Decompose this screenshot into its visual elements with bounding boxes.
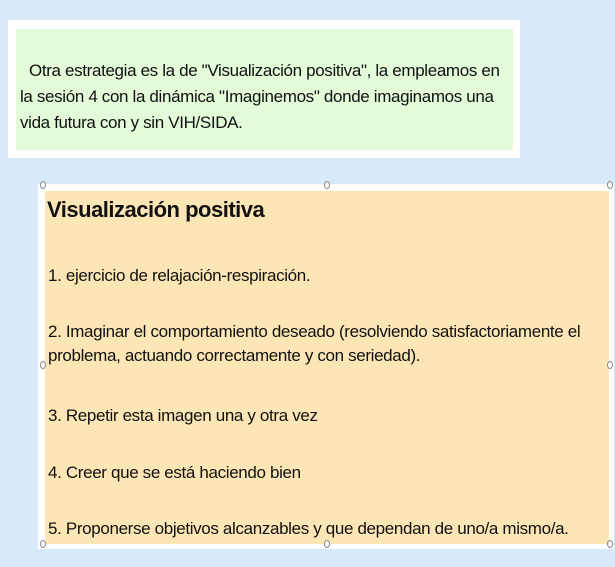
visualization-panel[interactable] xyxy=(45,191,609,544)
resize-handle-bottom-left[interactable] xyxy=(40,540,46,548)
resize-handle-middle-right[interactable] xyxy=(607,361,613,369)
intro-text: Otra estrategia es la de "Visualización positiva", la empleamos en la sesión 4 con la dinámica "Imaginemos" donde imaginamos una vida futura con y sin VIH/SIDA. xyxy=(20,61,500,132)
step-4: 4. Creer que se está haciendo bien xyxy=(48,463,301,482)
step-2: 2. Imaginar el comportamiento deseado (resolviendo satisfactoriamente el problema, actuando correctamente y con seriedad). xyxy=(48,322,581,365)
visualization-panel-frame xyxy=(38,184,614,549)
resize-handle-top-left[interactable] xyxy=(40,181,46,189)
resize-handle-top-right[interactable] xyxy=(607,181,613,189)
intro-text-frame xyxy=(8,20,520,158)
resize-handle-bottom-right[interactable] xyxy=(607,540,613,548)
panel-title: Visualización positiva xyxy=(47,197,265,222)
resize-handle-top-center[interactable] xyxy=(324,181,330,189)
intro-text-box[interactable] xyxy=(16,29,513,150)
resize-handle-bottom-center[interactable] xyxy=(324,540,330,548)
resize-handle-middle-left[interactable] xyxy=(40,361,46,369)
step-5: 5. Proponerse objetivos alcanzables y que dependan de uno/a mismo/a. xyxy=(48,519,569,538)
step-1: 1. ejercicio de relajación-respiración. xyxy=(48,266,311,285)
step-3: 3. Repetir esta imagen una y otra vez xyxy=(48,406,318,425)
